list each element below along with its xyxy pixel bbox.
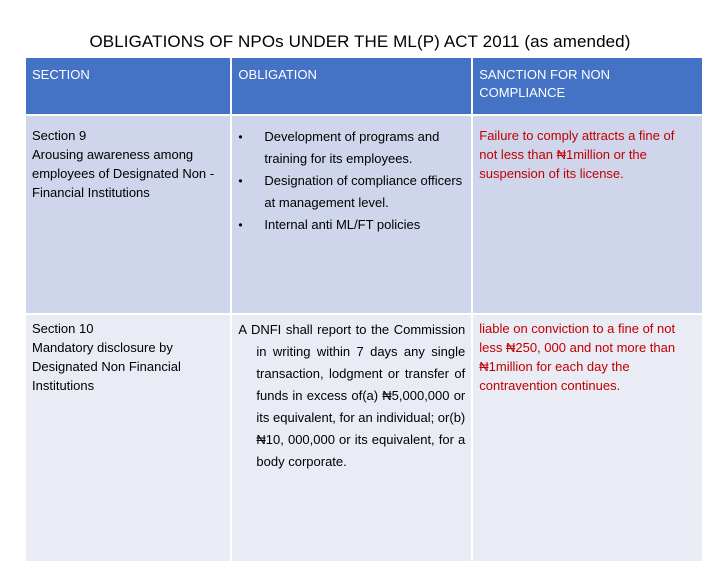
list-item: • Internal anti ML/FT policies xyxy=(238,214,465,236)
table-row xyxy=(26,315,702,561)
bullet-icon: • xyxy=(238,218,243,232)
sanction-cell: liable on conviction to a fine of not less ₦250, 000 and not more than ₦1million for each day the contravention continues. xyxy=(473,315,702,561)
table-row xyxy=(26,116,702,313)
header-sanction: SANCTION FOR NON COMPLIANCE xyxy=(473,58,702,114)
section-description: Arousing awareness among employees of Designated Non -Financial Institutions xyxy=(32,147,215,200)
section-cell xyxy=(26,116,230,313)
header-obligation: OBLIGATION xyxy=(232,58,471,114)
section-cell xyxy=(26,315,230,561)
list-item: • Designation of compliance officers at management level. xyxy=(238,170,465,214)
header-section: SECTION xyxy=(26,58,230,114)
list-item: • Development of programs and training for its employees. xyxy=(238,126,465,170)
bullet-icon: • xyxy=(238,174,243,188)
obligation-cell xyxy=(232,315,471,561)
obligation-list xyxy=(238,126,465,236)
section-title: Section 9 xyxy=(32,128,87,143)
section-description: Mandatory disclosure by Designated Non Financial Institutions xyxy=(32,340,181,393)
sanction-cell: Failure to comply attracts a fine of not less than ₦1million or the suspension of its license. xyxy=(473,116,702,313)
table-header-row xyxy=(26,58,702,114)
bullet-icon: • xyxy=(238,130,243,144)
obligation-cell xyxy=(232,116,471,313)
section-title: Section 10 xyxy=(32,321,94,336)
obligation-text: A DNFI shall report to the Commission in writing within 7 days any single transaction, lodgment or transfer of funds in excess of(a) ₦5,000,000 or its equivalent, for an individual; or(b) ₦10, 000,000 or its equivalent, for a body corporate. xyxy=(238,322,466,469)
obligations-table xyxy=(24,56,704,563)
page-title: OBLIGATIONS OF NPOs UNDER THE ML(P) ACT 2011 (as amended) xyxy=(89,32,631,51)
